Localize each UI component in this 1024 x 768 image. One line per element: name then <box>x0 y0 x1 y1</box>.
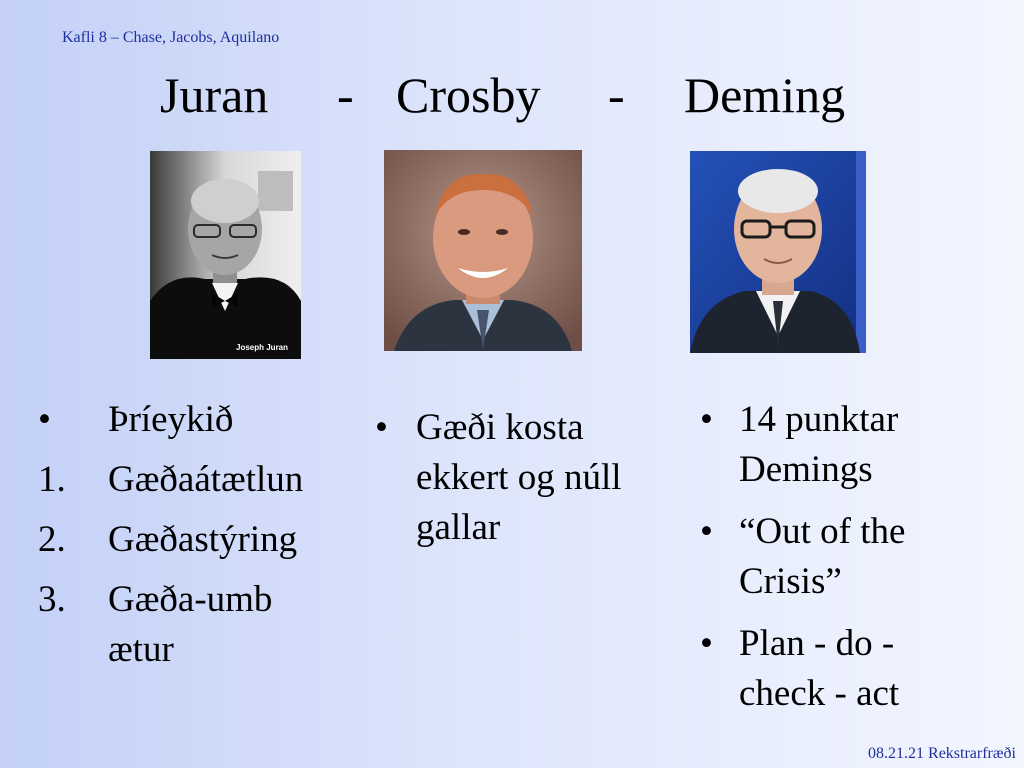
title-separator-2: - <box>608 67 625 123</box>
list-marker: • <box>700 399 713 440</box>
title-juran: Juran <box>160 67 269 123</box>
deming-photo <box>690 151 866 353</box>
title-separator-1: - <box>337 67 354 123</box>
deming-item-3 <box>700 619 969 719</box>
crosby-photo <box>384 150 582 351</box>
title-crosby: Crosby <box>396 67 541 123</box>
list-marker: • <box>700 510 713 552</box>
juran-item-1 <box>38 395 358 445</box>
juran-list <box>38 395 358 685</box>
list-text: Þríeykið <box>108 399 234 440</box>
deming-item-1 <box>700 395 939 495</box>
title-deming: Deming <box>684 67 846 123</box>
juran-item-2 <box>38 455 358 505</box>
slide-title <box>0 64 1024 134</box>
crosby-item-1 <box>375 403 635 553</box>
list-text: “Out of the Crisis” <box>739 510 906 602</box>
list-marker: • <box>700 622 713 664</box>
list-text: Plan - do - check - act <box>739 622 900 714</box>
footer-note: 08.21.21 Rekstrarfræði <box>868 745 1016 762</box>
juran-item-4 <box>38 575 288 675</box>
list-text: Gæðaátætlun <box>108 458 304 500</box>
list-text: Gæða-umbætur <box>108 578 273 670</box>
deming-list <box>700 395 990 731</box>
list-marker: • <box>38 399 51 440</box>
header-note: Kafli 8 – Chase, Jacobs, Aquilano <box>62 29 280 46</box>
list-marker: • <box>375 407 388 448</box>
list-marker: 1. <box>38 458 66 500</box>
juran-photo-caption: Joseph Juran <box>236 343 289 352</box>
list-text: Gæði kosta ekkert og núll gallar <box>416 407 622 548</box>
deming-item-2 <box>700 507 929 607</box>
list-marker: 3. <box>38 578 66 620</box>
juran-item-3 <box>38 515 358 565</box>
list-text: 14 punktar Demings <box>739 399 899 490</box>
crosby-list <box>375 403 635 553</box>
juran-photo <box>150 151 301 359</box>
list-marker: 2. <box>38 518 66 560</box>
list-text: Gæðastýring <box>108 518 298 560</box>
